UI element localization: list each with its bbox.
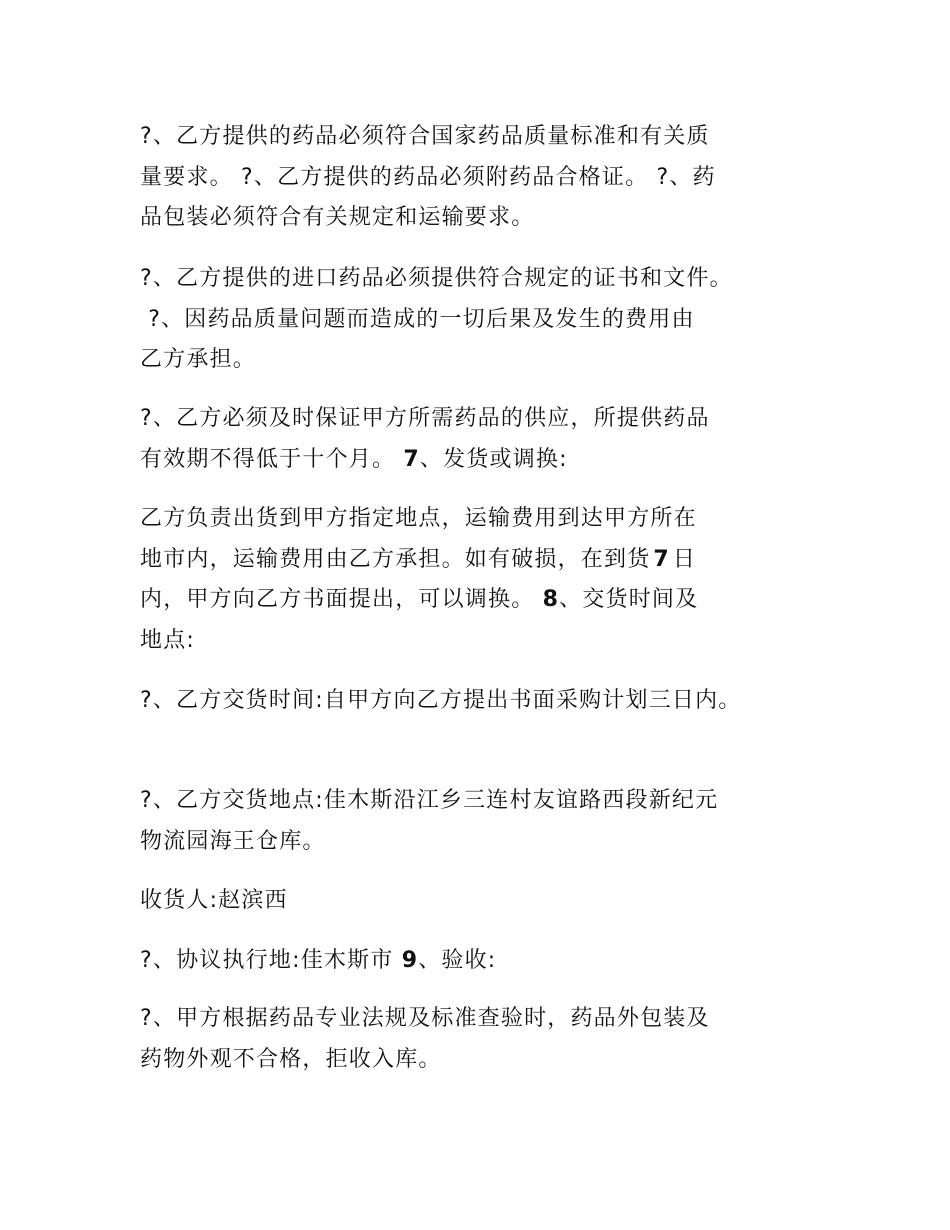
day-count: 7 — [653, 546, 670, 572]
text-line: 地市内，运输费用由乙方承担。如有破损，在到货 7 日 — [140, 546, 697, 572]
section-number: 9 — [401, 948, 419, 973]
text-line: ?、乙方必须及时保证甲方所需药品的供应，所提供药品 — [140, 406, 710, 431]
text-line: 地点: — [140, 627, 196, 653]
paragraph-shipping-exchange — [140, 499, 840, 661]
paragraph-quality-requirements — [140, 117, 840, 239]
text-line: ?、乙方提供的药品必须符合国家药品质量标准和有关质 — [140, 124, 710, 149]
text-line: 乙方承担。 — [140, 347, 257, 372]
text-line: ?、甲方根据药品专业法规及标准查验时，药品外包装及 — [140, 1006, 710, 1031]
paragraph-inspection — [140, 999, 840, 1080]
text-line: ?、协议执行地:佳木斯市 9、验收: — [140, 948, 497, 973]
text-line: 有效期不得低于十个月。 7、发货或调换: — [140, 446, 568, 472]
text-line: ?、乙方提供的进口药品必须提供符合规定的证书和文件。 — [140, 266, 733, 291]
paragraph-import-certificates — [140, 259, 840, 381]
text-line: 药物外观不合格，拒收入库。 — [140, 1046, 442, 1072]
text-line: 品包装必须符合有关规定和运输要求。 — [140, 205, 535, 230]
paragraph-supply-validity — [140, 399, 840, 480]
text-line: 收货人:赵滨西 — [140, 888, 288, 913]
paragraph-execution-place — [140, 941, 840, 982]
text-line: 物流园海王仓库。 — [140, 828, 326, 854]
section-number: 8 — [542, 587, 560, 612]
text-line: 量要求。 ?、乙方提供的药品必须附药品合格证。 ?、药 — [140, 164, 716, 190]
text-line: ?、乙方交货时间:自甲方向乙方提出书面采购计划三日内。 — [140, 688, 742, 713]
paragraph-delivery-location — [140, 781, 840, 862]
paragraph-delivery-time — [140, 681, 840, 722]
text-line: 内，甲方向乙方书面提出，可以调换。 8、交货时间及 — [140, 587, 699, 612]
text-line: ?、因药品质量问题而造成的一切后果及发生的费用由 — [140, 306, 695, 332]
text-line: ?、乙方交货地点:佳木斯沿江乡三连村友谊路西段新纪元 — [140, 788, 719, 813]
paragraph-consignee — [140, 881, 840, 922]
text-line: 乙方负责出货到甲方指定地点，运输费用到达甲方所在 — [140, 506, 697, 531]
section-number: 7 — [403, 446, 420, 472]
